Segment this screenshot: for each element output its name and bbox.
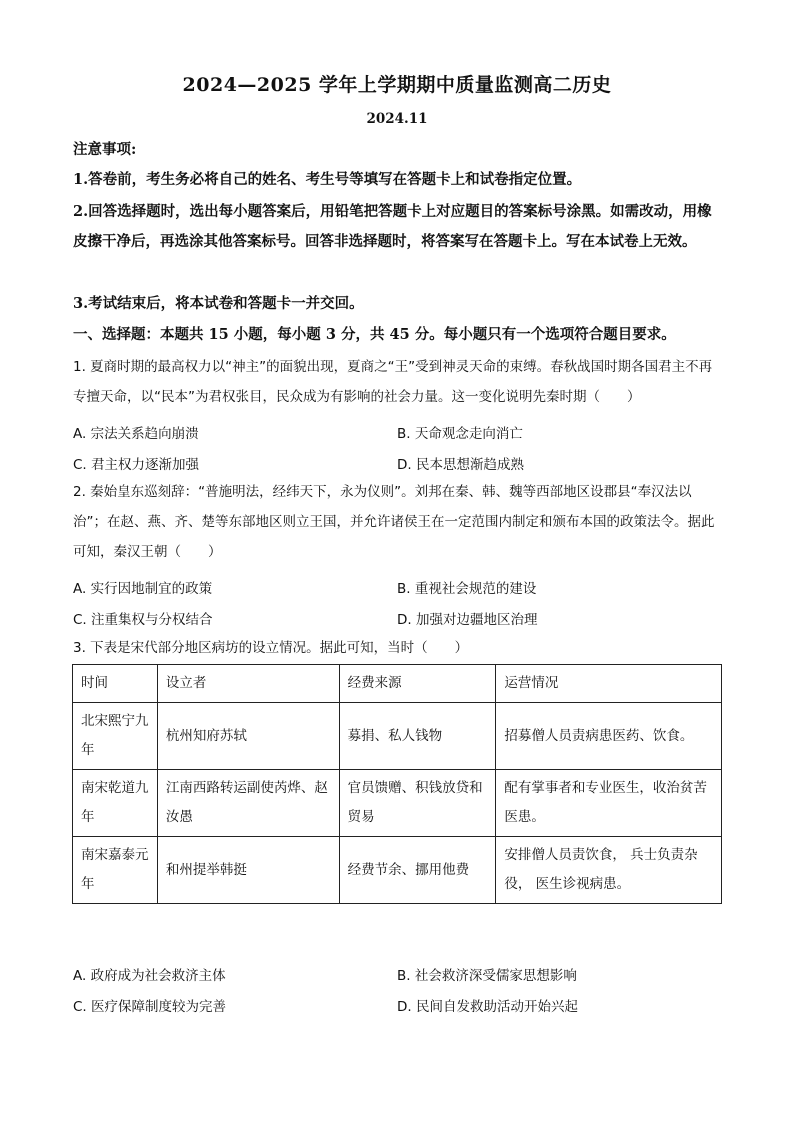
q2-option-c[interactable]: C. 注重集权与分权结合: [73, 611, 213, 628]
q2-option-d[interactable]: D. 加强对边疆地区治理: [397, 611, 538, 628]
notice-heading: 注意事项:: [73, 141, 137, 158]
table-cell: 北宋熙宁九年: [73, 703, 158, 770]
table-header-cell: 经费来源: [339, 665, 496, 703]
q1-option-c[interactable]: C. 君主权力逐渐加强: [73, 456, 200, 473]
table-header-cell: 时间: [73, 665, 158, 703]
table-cell: 募捐、私人钱物: [339, 703, 496, 770]
table-cell: 安排僧人员责饮食， 兵士负责杂役， 医生诊视病患。: [496, 837, 722, 904]
table-header-row: [73, 665, 722, 703]
table-row: [73, 837, 722, 904]
table-cell: 江南西路转运副使芮烨、赵汝愚: [157, 770, 339, 837]
question-1-options: [73, 416, 723, 478]
hospital-table: [72, 664, 722, 904]
notice-item-3: 3.考试结束后，将本试卷和答题卡一并交回。: [73, 295, 364, 312]
q1-option-a[interactable]: A. 宗法关系趋向崩溃: [73, 425, 199, 442]
q2-option-a[interactable]: A. 实行因地制宜的政策: [73, 580, 213, 597]
table-cell: 经费节余、挪用他费: [339, 837, 496, 904]
question-2-stem: 2. 秦始皇东巡刻辞：“普施明法，经纬天下，永为仪则”。刘邦在秦、韩、魏等西部地区设郡县“奉汉法以治”；在赵、燕、齐、楚等东部地区则立王国，并允许诸侯王在一定范围内制定和颁布本国的政策法令。据此可知，秦汉王朝（ ）: [73, 484, 715, 560]
exam-date: 2024.11: [366, 111, 428, 127]
q1-option-b[interactable]: B. 天命观念走向消亡: [397, 425, 523, 442]
question-3-stem: 3. 下表是宋代部分地区病坊的设立情况。据此可知，当时（ ）: [73, 640, 469, 656]
q3-option-c[interactable]: C. 医疗保障制度较为完善: [73, 998, 227, 1015]
table-cell: 杭州知府苏轼: [157, 703, 339, 770]
notice-item-2: 2.回答选择题时，选出每小题答案后，用铅笔把答题卡上对应题目的答案标号涂黑。如需改动，用橡皮擦干净后，再选涂其他答案标号。回答非选择题时，将答案写在答题卡上。写在本试卷上无效。: [73, 203, 712, 250]
page-title: 2024—2025 学年上学期期中质量监测高二历史: [182, 74, 612, 96]
table-cell: 招募僧人员责病患医药、饮食。: [496, 703, 722, 770]
table-header-cell: 设立者: [157, 665, 339, 703]
question-3-options: [73, 958, 723, 1020]
table-cell: 南宋嘉泰元年: [73, 837, 158, 904]
q3-option-a[interactable]: A. 政府成为社会救济主体: [73, 967, 226, 984]
question-2-options: [73, 571, 723, 633]
table-row: [73, 703, 722, 770]
q2-option-b[interactable]: B. 重视社会规范的建设: [397, 580, 537, 597]
table-cell: 配有掌事者和专业医生，收治贫苦医患。: [496, 770, 722, 837]
table-cell: 官员馈赠、积钱放贷和贸易: [339, 770, 496, 837]
table-cell: 南宋乾道九年: [73, 770, 158, 837]
table-header-cell: 运营情况: [496, 665, 722, 703]
table-cell: 和州提举韩挺: [157, 837, 339, 904]
section-heading: 一、选择题：本题共 15 小题，每小题 3 分，共 45 分。每小题只有一个选项符合题目要求。: [73, 326, 676, 343]
q3-option-b[interactable]: B. 社会救济深受儒家思想影响: [397, 967, 577, 984]
question-1-stem: 1. 夏商时期的最高权力以“神主”的面貌出现，夏商之“王”受到神灵天命的束缚。春秋战国时期各国君主不再专擅天命，以“民本”为君权张目，民众成为有影响的社会力量。这一变化说明先秦时期（ ）: [73, 359, 713, 405]
q1-option-d[interactable]: D. 民本思想渐趋成熟: [397, 456, 524, 473]
q3-option-d[interactable]: D. 民间自发救助活动开始兴起: [397, 998, 578, 1015]
table-row: [73, 770, 722, 837]
notice-item-1: 1.答卷前，考生务必将自己的姓名、考生号等填写在答题卡上和试卷指定位置。: [73, 171, 582, 188]
